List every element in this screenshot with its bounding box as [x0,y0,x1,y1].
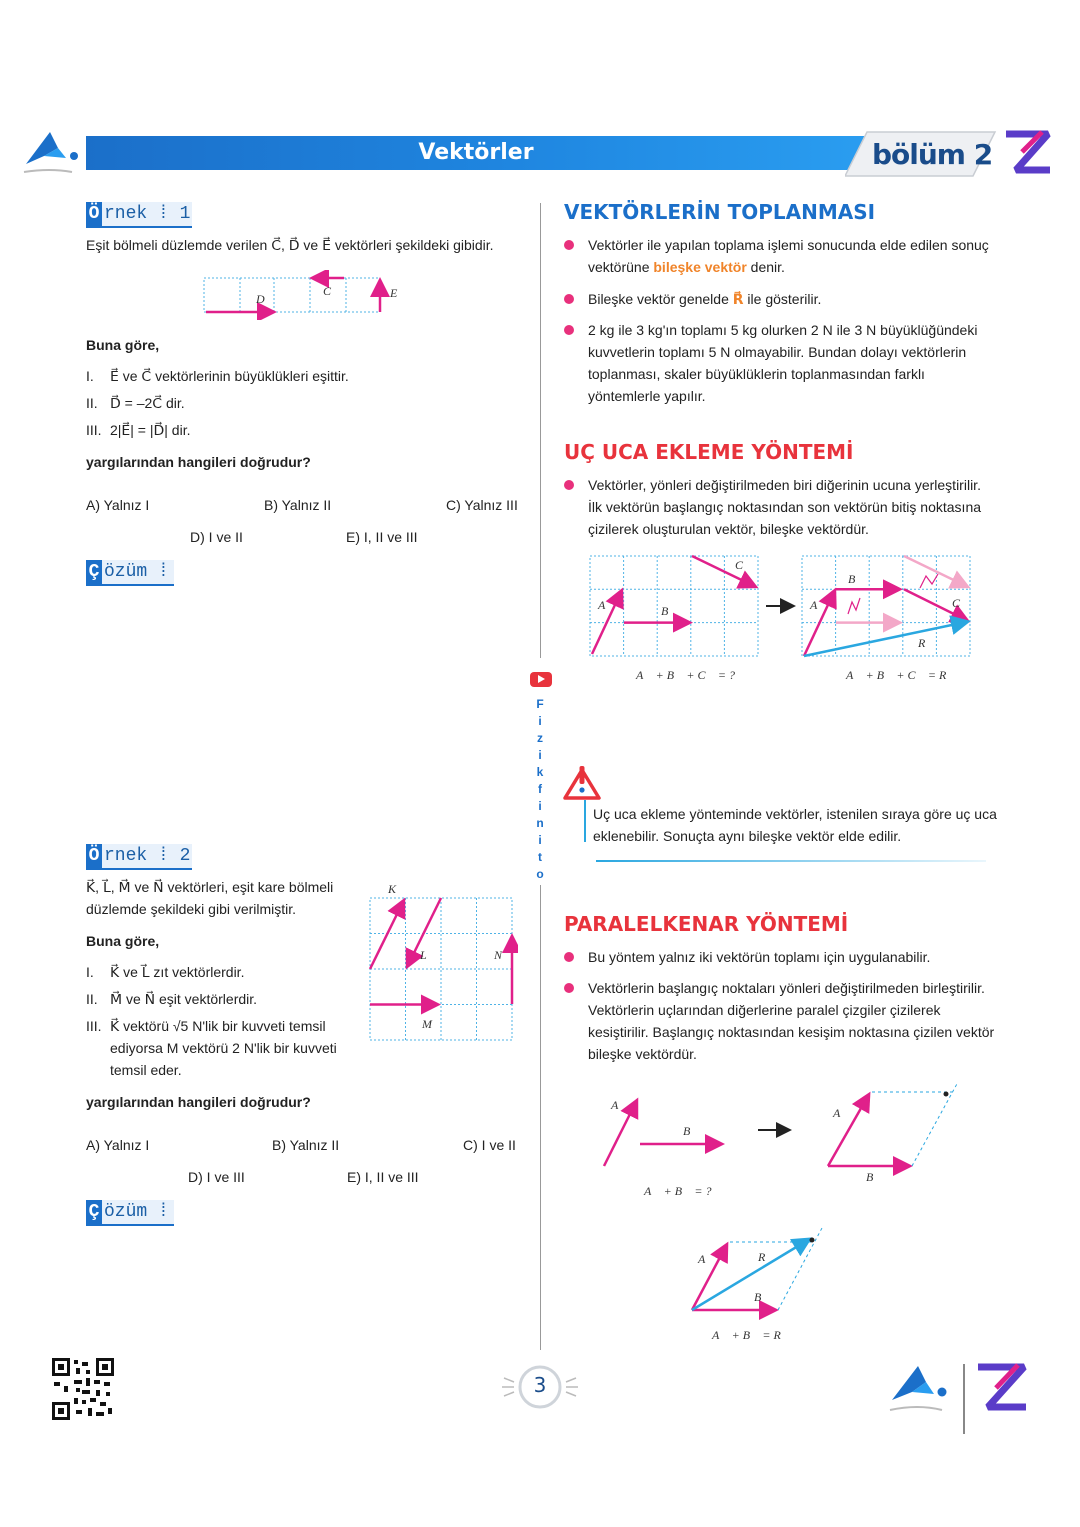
footer-divider [963,1364,965,1434]
fig1-label-d: D⃗ [256,292,274,306]
solution-2-label: Ç özüm ⁞ [86,1200,174,1226]
note-underline [596,860,986,862]
fig-ex2-label-k: K⃗ [388,882,406,896]
publisher-logo-footer [886,1360,950,1418]
sec1-bullet-1: Vektörler ile yapılan toplama işlemi sonucunda elde edilen sonuç vektörüne bileşke vektör denir. [588,237,989,275]
example-1-option-d[interactable]: D) I ve II [190,529,243,545]
fig2-label-b-right: B⃗ [848,572,865,586]
page-number: 3 [533,1373,547,1397]
fig2-label-c-right: C⃗ [952,596,970,610]
example-1-question: yargılarından hangileri doğrudur? [86,454,311,470]
youtube-icon [530,672,552,687]
bullet-icon [564,325,574,335]
example-2-label: Ö rnek ⁞ 2 [86,844,192,870]
fig3-label-a-3: A⃗ [698,1252,715,1266]
fig3-label-r-3: R⃗ [758,1250,775,1264]
example-2-option-a[interactable]: A) Yalnız I [86,1137,150,1153]
fig2-label-a-right: A⃗ [810,598,827,612]
fig2-label-b-left: B⃗ [661,604,678,618]
example-1-statement-3: III. 2|E⃗| = |D⃗| dir. [86,422,191,438]
example-2-figure [366,892,518,1044]
example-1-option-e[interactable]: E) I, II ve III [346,529,418,545]
fig2-caption-question: A⃗ + B⃗ + C⃗ = ? [636,668,735,682]
example-1-option-b[interactable]: B) Yalnız II [264,497,332,513]
fig3-label-a-2: A⃗ [833,1106,850,1120]
fig2-label-r-right: R⃗ [918,636,935,650]
solution-1-label: Ç özüm ⁞ [86,560,174,586]
example-1-label: Ö rnek ⁞ 1 [86,202,192,228]
example-1-statement-1: I. E⃗ ve C⃗ vektörlerinin büyüklükleri eşittir. [86,368,349,384]
note-accent-line [584,800,586,842]
chapter-label: bölüm 2 [872,138,993,171]
section-vector-addition-title: VEKTÖRLERİN TOPLANMASI [564,200,876,224]
example-2-statement-1: I. K⃗ ve L⃗ zıt vektörlerdir. [86,964,245,980]
example-1-intro: Eşit bölmeli düzlemde verilen C⃗, D⃗ ve E⃗ vektörleri şekildeki gibidir. [86,237,494,253]
sec1-bullet-2: Bileşke vektör genelde R⃗ ile gösterilir. [588,291,822,307]
column-divider-bottom [540,885,541,1350]
bullet-icon [564,240,574,250]
warning-note-text: Uç uca ekleme yönteminde vektörler, istenilen sıraya göre uç uca eklenebilir. Sonuçta aynı bileşke vektör elde edilir. [593,806,997,844]
fig3-label-b-2: B⃗ [866,1170,883,1184]
fig3-label-a-1: A⃗ [611,1098,628,1112]
parallelogram-figure [596,1078,976,1348]
fig-ex2-label-n: N⃗ [494,948,512,962]
fig-ex2-label-l: L⃗ [420,948,437,962]
side-brand-text: F i z i k f i n i t o [536,697,544,881]
example-1-option-a[interactable]: A) Yalnız I [86,497,150,513]
sec3-bullet-1: Bu yöntem yalnız iki vektörün toplamı için uygulanabilir. [588,949,931,965]
example-1-prompt: Buna göre, [86,337,160,353]
fig3-label-b-3: B⃗ [754,1290,771,1304]
fig2-label-c-left: C⃗ [735,558,753,572]
fig3-caption-result: A⃗ + B⃗ = R⃗ [712,1328,791,1342]
example-2-option-e[interactable]: E) I, II ve III [347,1169,419,1185]
example-2-statement-2: II. M⃗ ve N⃗ eşit vektörlerdir. [86,991,258,1007]
fig2-label-a-left: A⃗ [598,598,615,612]
example-2-question: yargılarından hangileri doğrudur? [86,1094,311,1110]
example-2-option-b[interactable]: B) Yalnız II [272,1137,340,1153]
example-2-intro: K⃗, L⃗, M⃗ ve N⃗ vektörleri, eşit kare bölmeli düzlemde şekildeki gibi verilmiştir. [86,879,334,917]
example-2-option-d[interactable]: D) I ve III [188,1169,245,1185]
publisher-logo [20,128,80,178]
sec3-bullet-2: Vektörlerin başlangıç noktaları yönleri değiştirilmeden birleştirilir. Vektörlerin uçlarından diğerlerine paralel çizgiler çizilerek kesiştirilir. Başlangıç noktasından kesişim noktasına çizilen vektör bileşke vektördür. [588,980,995,1062]
column-divider-top [540,203,541,658]
bullet-icon [564,294,574,304]
example-1-figure [200,270,410,320]
fig2-caption-result: A⃗ + B⃗ + C⃗ = R⃗ [846,668,956,682]
fig1-label-e: E⃗ [390,286,407,300]
z-logo [1002,130,1054,176]
section-parallelogram-title: PARALELKENAR YÖNTEMİ [564,912,849,936]
fig3-label-b-1: B⃗ [683,1124,700,1138]
warning-icon [562,764,602,804]
bullet-icon [564,983,574,993]
section-tip-to-tail-title: UÇ UCA EKLEME YÖNTEMİ [564,440,854,464]
example-2-statement-3: III. K⃗ vektörü √5 N'lik bir kuvveti temsil ediyorsa M vektörü 2 N'lik bir kuvveti temsil eder. [86,1018,337,1078]
fig3-caption-question: A⃗ + B⃗ = ? [644,1184,712,1198]
qr-code [52,1358,114,1420]
fig-ex2-label-m: M⃗ [422,1017,442,1031]
fig1-label-c: C⃗ [323,284,341,298]
page-title: Vektörler [418,140,534,165]
sec2-bullet-1: Vektörler, yönleri değiştirilmeden biri diğerinin ucuna yerleştirilir. İlk vektörün başlangıç noktasından son vektörün bitiş noktasına çizilerek oluşturulan vektör, bileşke vektördür. [588,477,982,537]
bullet-icon [564,480,574,490]
example-1-option-c[interactable]: C) Yalnız III [446,497,518,513]
example-2-prompt: Buna göre, [86,933,160,949]
example-1-statement-2: II. D⃗ = –2C⃗ dir. [86,395,185,411]
sec1-bullet-3: 2 kg ile 3 kg'ın toplamı 5 kg olurken 2 N ile 3 N büyüklüğündeki kuvvetlerin toplamı 5 N olmayabilir. Bundan dolayı vektörlerin toplanması, skaler büyüklüklerin toplanmasından farklı yöntemlerle yapılır. [588,322,978,404]
bullet-icon [564,952,574,962]
example-2-option-c[interactable]: C) I ve II [463,1137,516,1153]
z-logo-footer [974,1362,1030,1414]
